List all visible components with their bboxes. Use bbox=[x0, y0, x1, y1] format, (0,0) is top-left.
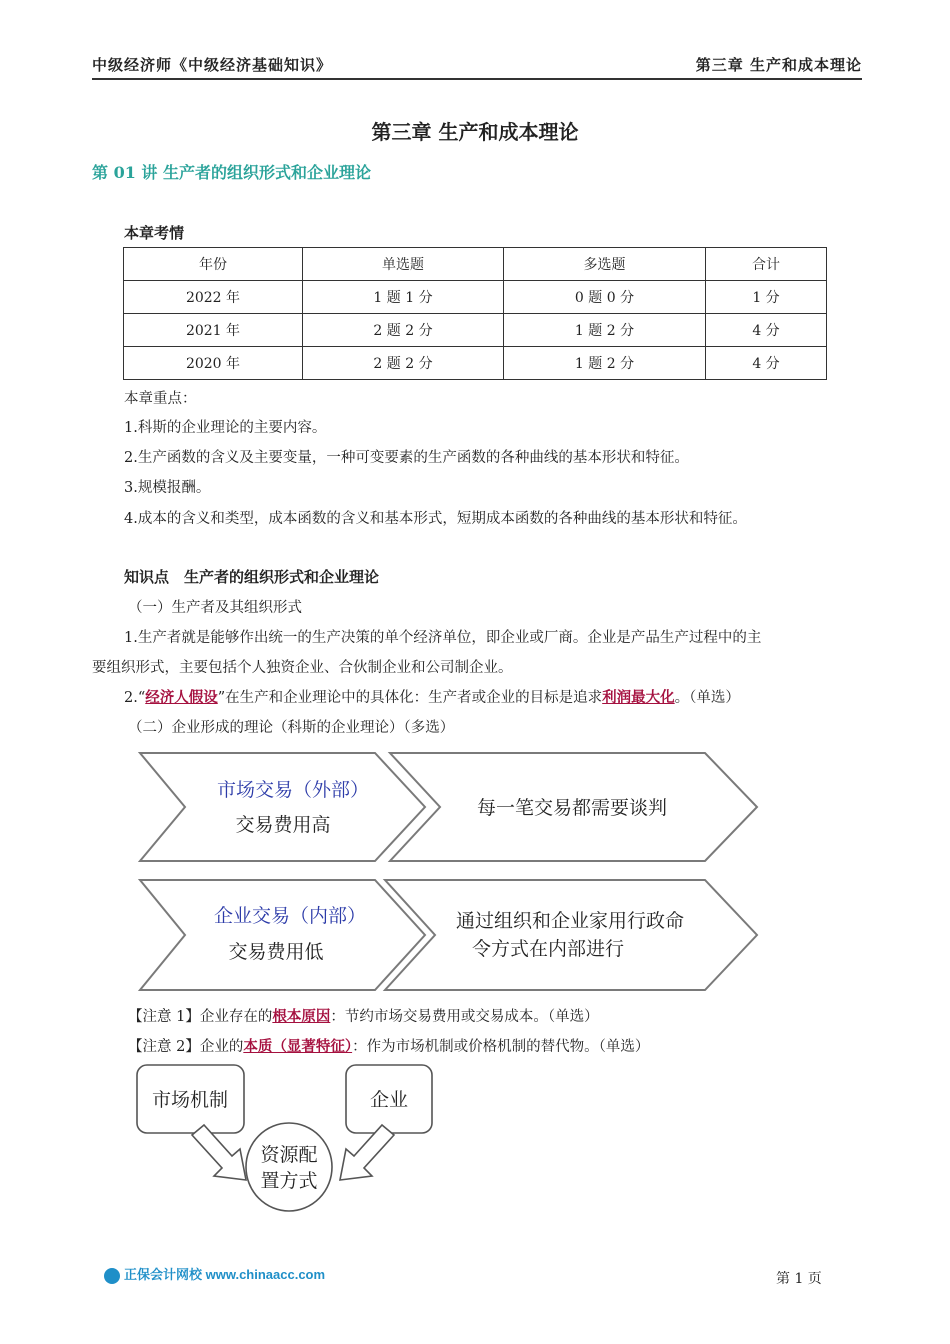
table-cell: 1 题 1 分 bbox=[303, 281, 504, 314]
emphasis-term: 经济人假设 bbox=[145, 689, 218, 706]
market-desc: 每一笔交易都需要谈判 bbox=[476, 797, 668, 819]
table-cell: 2022 年 bbox=[124, 281, 303, 314]
resource-allocation-line2: 置方式 bbox=[260, 1170, 318, 1192]
table-cell: 2021 年 bbox=[124, 314, 303, 347]
table-cell: 2020 年 bbox=[124, 347, 303, 380]
emphasis-term: 根本原因 bbox=[272, 1008, 331, 1025]
emphasis-term: 本质（显著特征） bbox=[243, 1038, 353, 1055]
table-cell: 1 分 bbox=[706, 281, 827, 314]
logo-icon bbox=[104, 1268, 120, 1284]
page-number: 第 1 页 bbox=[776, 1271, 822, 1287]
footer-logo: 正保会计网校 www.chinaacc.com bbox=[104, 1264, 325, 1284]
table-cell: 2 题 2 分 bbox=[303, 347, 504, 380]
exam-section-heading: 本章考情 bbox=[124, 224, 185, 242]
table-cell: 2 题 2 分 bbox=[303, 314, 504, 347]
table-header-cell: 多选题 bbox=[504, 248, 706, 281]
table-cell: 4 分 bbox=[706, 314, 827, 347]
market-sub: 交易费用高 bbox=[235, 814, 331, 836]
note-1: 【注意 1】企业存在的根本原因：节约市场交易费用或交易成本。（单选） bbox=[128, 1008, 599, 1025]
key-points-heading: 本章重点： bbox=[124, 391, 197, 407]
table-cell: 4 分 bbox=[706, 347, 827, 380]
firm-sub: 交易费用低 bbox=[228, 941, 324, 963]
paragraph-line: 2.“经济人假设”在生产和企业理论中的具体化：生产者或企业的目标是追求利润最大化。（单选） bbox=[124, 689, 740, 706]
emphasis-term: 利润最大化 bbox=[602, 689, 675, 706]
key-point-item: 3.规模报酬。 bbox=[124, 480, 211, 496]
market-mechanism-label: 市场机制 bbox=[151, 1089, 229, 1111]
table-header-cell: 合计 bbox=[706, 248, 827, 281]
subsection-heading: （一）生产者及其组织形式 bbox=[128, 600, 302, 616]
paragraph-line: 要组织形式，主要包括个人独资企业、合伙制企业和公司制企业。 bbox=[92, 660, 513, 676]
note-2: 【注意 2】企业的本质（显著特征）：作为市场机制或价格机制的替代物。（单选） bbox=[128, 1038, 650, 1055]
enterprise-label: 企业 bbox=[369, 1089, 409, 1111]
header-left: 中级经济师《中级经济基础知识》 bbox=[92, 56, 333, 74]
firm-desc-line2: 令方式在内部进行 bbox=[471, 938, 625, 960]
lecture-title: 第 01 讲 生产者的组织形式和企业理论 bbox=[92, 163, 371, 182]
paragraph-line: 1.生产者就是能够作出统一的生产决策的单个经济单位，即企业或厂商。企业是产品生产过程中的主 bbox=[124, 630, 762, 646]
table-header-cell: 年份 bbox=[124, 248, 303, 281]
table-header-cell: 单选题 bbox=[303, 248, 504, 281]
resource-allocation-circle bbox=[246, 1123, 332, 1211]
key-point-item: 4.成本的含义和类型，成本函数的含义和基本形式，短期成本函数的各种曲线的基本形状和特征。 bbox=[124, 511, 747, 527]
chapter-title: 第三章 生产和成本理论 bbox=[371, 120, 579, 144]
knowledge-heading: 知识点 生产者的组织形式和企业理论 bbox=[124, 568, 380, 586]
resource-allocation-line1: 资源配 bbox=[260, 1144, 318, 1166]
subsection-heading: （二）企业形成的理论（科斯的企业理论）（多选） bbox=[128, 720, 455, 736]
key-point-item: 2.生产函数的含义及主要变量，一种可变要素的生产函数的各种曲线的基本形状和特征。 bbox=[124, 450, 689, 466]
firm-desc-line1: 通过组织和企业家用行政命 bbox=[455, 910, 685, 932]
market-title: 市场交易（外部） bbox=[216, 779, 370, 801]
key-point-item: 1.科斯的企业理论的主要内容。 bbox=[124, 420, 327, 436]
table-cell: 1 题 2 分 bbox=[504, 347, 706, 380]
firm-title: 企业交易（内部） bbox=[213, 905, 367, 927]
table-cell: 1 题 2 分 bbox=[504, 314, 706, 347]
header-right: 第三章 生产和成本理论 bbox=[695, 56, 862, 74]
table-cell: 0 题 0 分 bbox=[504, 281, 706, 314]
